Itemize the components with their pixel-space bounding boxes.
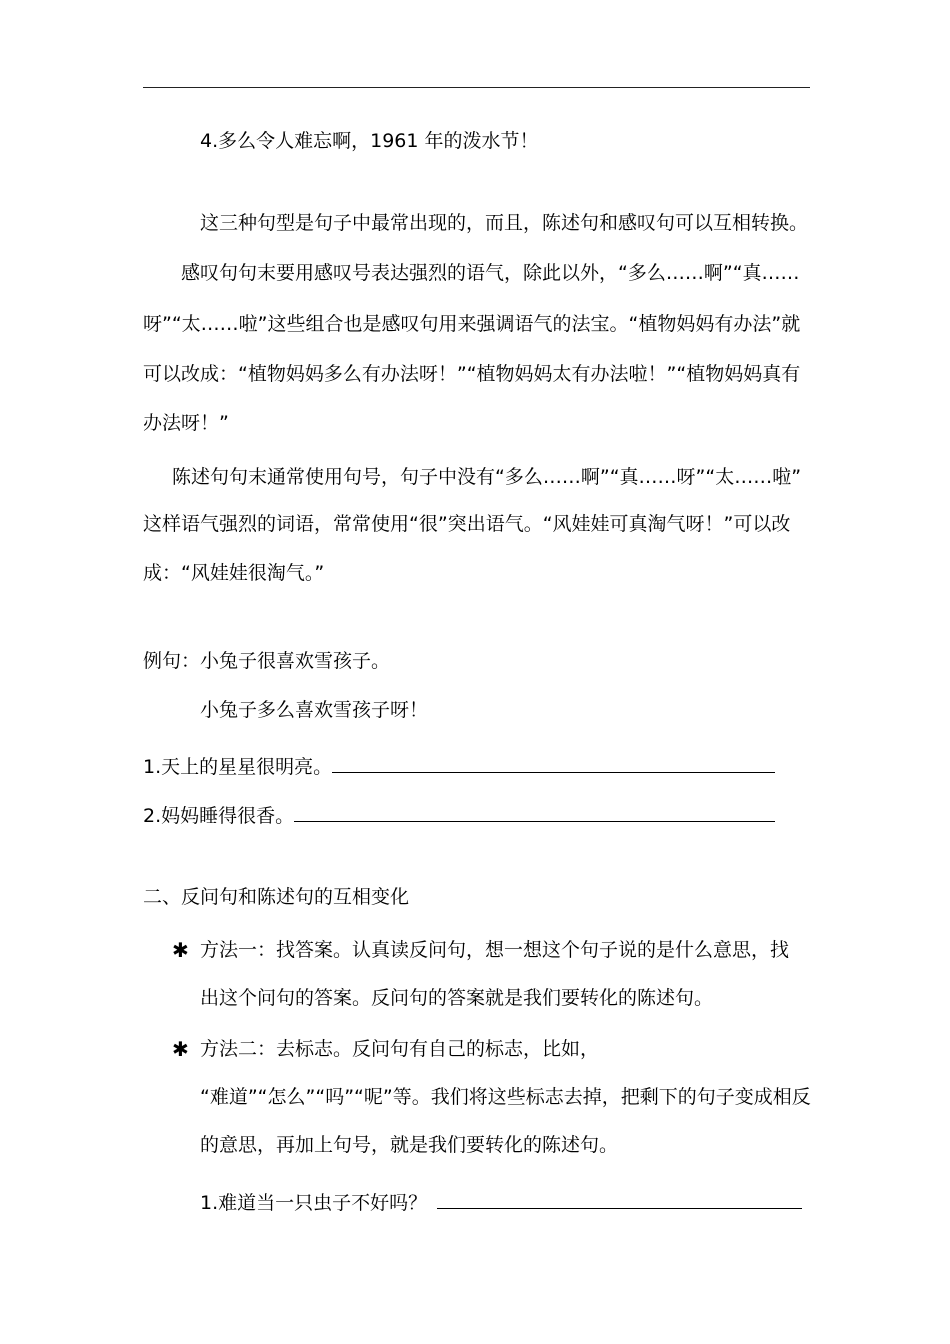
method-1-line-1: 方法一：找答案。认真读反问句，想一想这个句子说的是什么意思，找 bbox=[200, 939, 790, 961]
exercise-1 bbox=[143, 750, 775, 780]
exercise-1-text: 1.天上的星星很明亮。 bbox=[143, 756, 333, 778]
paragraph-3-line-1: 陈述句句末通常使用句号，句子中没有“多么……啊”“真……呀”“太……啦” bbox=[172, 466, 802, 488]
method-2-line-2: “难道”“怎么”“吗”“呢”等。我们将这些标志去掉，把剩下的句子变成相反 bbox=[200, 1086, 811, 1108]
section-2-title: 二、反问句和陈述句的互相变化 bbox=[143, 886, 410, 908]
paragraph-1: 这三种句型是句子中最常出现的，而且，陈述句和感叹句可以互相转换。 bbox=[200, 212, 809, 234]
exercise-1-answer-blank[interactable] bbox=[332, 750, 775, 773]
exercise-3-text: 1.难道当一只虫子不好吗？ bbox=[200, 1192, 428, 1214]
paragraph-2-line-4: 办法呀！” bbox=[143, 412, 229, 434]
method-1-line-2: 出这个问句的答案。反问句的答案就是我们要转化的陈述句。 bbox=[200, 987, 714, 1009]
exercise-3-answer-blank[interactable] bbox=[437, 1186, 802, 1209]
paragraph-3-line-2: 这样语气强烈的词语，常常使用“很”突出语气。“风娃娃可真淘气呀！”可以改 bbox=[143, 513, 791, 535]
item-4: 4.多么令人难忘啊，1961 年的泼水节！ bbox=[200, 130, 539, 152]
method-2-line-3: 的意思，再加上句号，就是我们要转化的陈述句。 bbox=[200, 1134, 619, 1156]
exercise-3 bbox=[200, 1186, 802, 1216]
asterisk-bullet-icon: ✱ bbox=[172, 938, 189, 962]
paragraph-2-line-1: 感叹句句末要用感叹号表达强烈的语气，除此以外，“多么……啊”“真…… bbox=[181, 262, 800, 284]
header-rule bbox=[143, 87, 810, 88]
exercise-2-answer-blank[interactable] bbox=[294, 799, 775, 822]
paragraph-2-line-2: 呀”“太……啦”这些组合也是感叹句用来强调语气的法宝。“植物妈妈有办法”就 bbox=[143, 313, 801, 335]
paragraph-2-line-3: 可以改成：“植物妈妈多么有办法呀！”“植物妈妈太有办法啦！”“植物妈妈真有 bbox=[143, 363, 801, 385]
exercise-2 bbox=[143, 799, 775, 829]
example-label: 例句：小兔子很喜欢雪孩子。 bbox=[143, 650, 391, 672]
method-2-line-1: 方法二：去标志。反问句有自己的标志，比如， bbox=[200, 1038, 600, 1060]
exercise-2-text: 2.妈妈睡得很香。 bbox=[143, 805, 295, 827]
example-answer: 小兔子多么喜欢雪孩子呀！ bbox=[200, 699, 429, 721]
asterisk-bullet-icon: ✱ bbox=[172, 1037, 189, 1061]
paragraph-3-line-3: 成：“风娃娃很淘气。” bbox=[143, 562, 325, 584]
